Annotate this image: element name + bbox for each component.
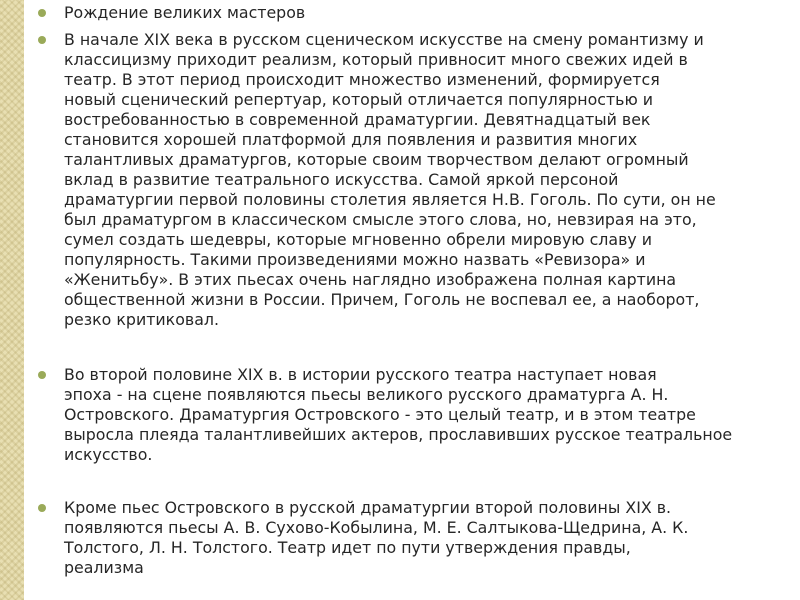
- bullet-text: Во второй половине XIX в. в истории русского театра наступает новая эпоха - на сцене появляются пьесы великого русского драматурга А. Н. Островского. Драматургия Островского - это целый театр, и в этом театре выросла плеяда талантливейших актеров, прославивших русское театральное искусство.: [64, 365, 733, 464]
- bullet-text: В начале XIX века в русском сценическом искусстве на смену романтизму и классицизму приходит реализм, который привносит много свежих идей в театр. В этот период происходит множество изменений, формируется новый сценический репертуар, который отличается популярностью и востребованностью в современной драматургии. Девятнадцатый век становится хорошей платформой для появления и развития многих талантливых драматургов, которые своим творчеством делают огромный вклад в развитие театрального искусства. Самой яркой персоной драматургии первой половины столетия является Н.В. Гоголь. По сути, он не был драматургом в классическом смысле этого слова, но, невзирая на это, сумел создать шедевры, которые мгновенно обрели мировую славу и популярность. Такими произведениями можно назвать «Ревизора» и «Женитьбу». В этих пьесах очень наглядно изображена полная картина общественной жизни в России. Причем, Гоголь не воспевал ее, а наоборот, резко критиковал.: [64, 30, 716, 329]
- bullet-dot-icon: [38, 9, 46, 17]
- bullet-item-title: [38, 3, 788, 23]
- slide-content: [24, 0, 800, 600]
- bullet-item-other-playwrights: [38, 498, 788, 578]
- bullet-text: Рождение великих мастеров: [64, 3, 306, 22]
- decorative-side-band: [0, 0, 24, 600]
- bullet-item-gogol: [38, 30, 788, 330]
- bullet-item-ostrovsky: [38, 365, 788, 465]
- bullet-text: Кроме пьес Островского в русской драматургии второй половины XIX в. появляются пьесы А. В. Сухово-Кобылина, М. Е. Салтыкова-Щедрина, А. К. Толстого, Л. Н. Толстого. Театр идет по пути утверждения правды, реализма: [64, 498, 689, 577]
- bullet-dot-icon: [38, 36, 46, 44]
- bullet-dot-icon: [38, 371, 46, 379]
- bullet-dot-icon: [38, 504, 46, 512]
